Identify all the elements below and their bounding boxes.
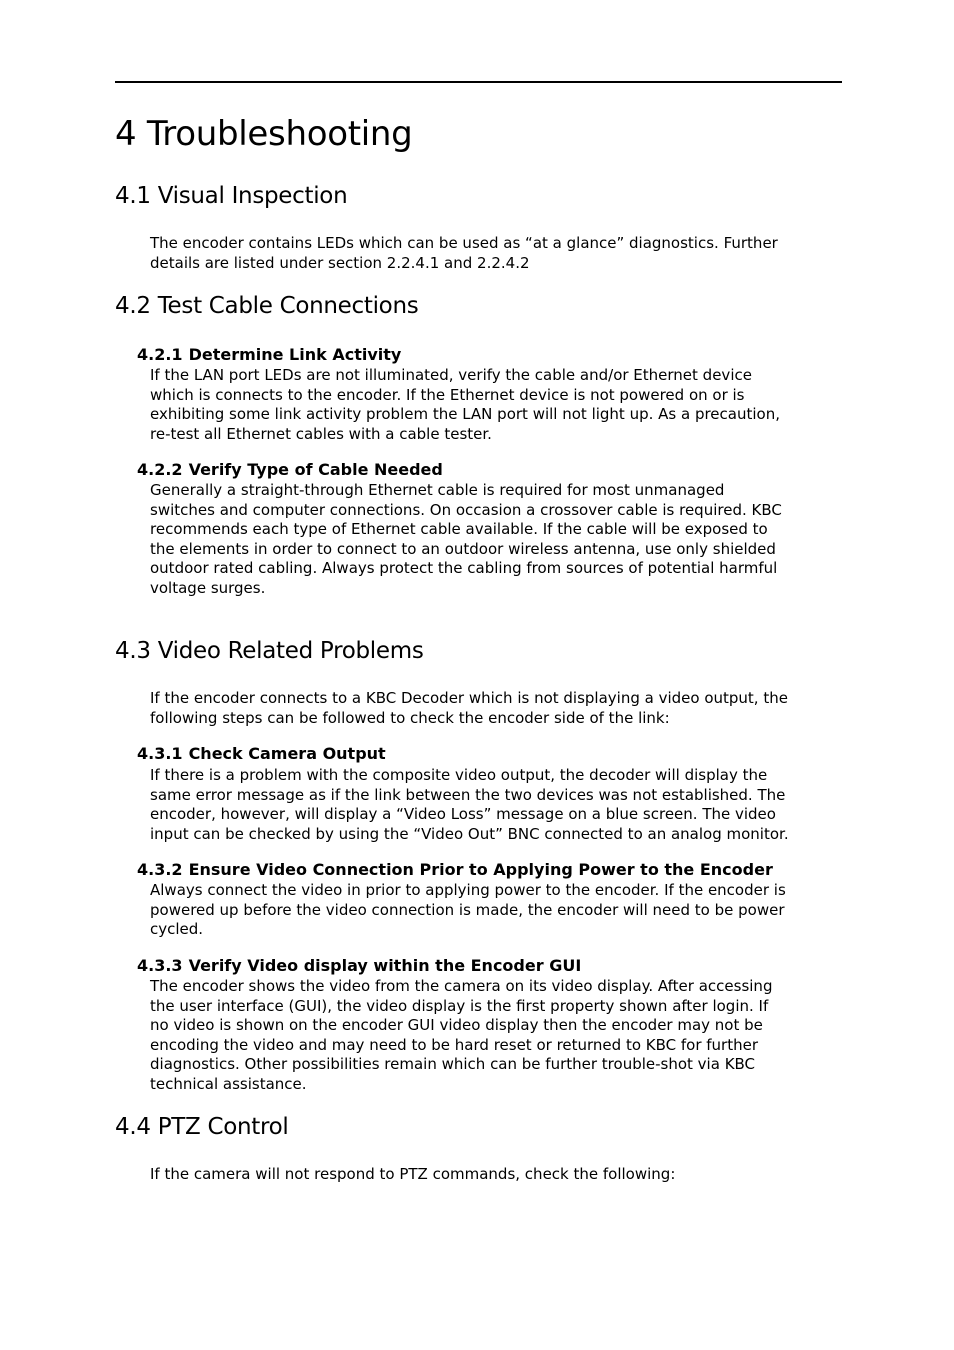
paragraph-line: the user interface (GUI), the video display is the first property shown after login. If — [150, 996, 769, 1015]
paragraph-line: encoder, however, will display a “Video Loss” message on a blue screen. The video — [150, 805, 776, 824]
subsection-title: Verify Type of Cable Needed — [188, 460, 443, 479]
paragraph-line: Generally a straight-through Ethernet cable is required for most unmanaged — [150, 481, 725, 499]
subsection-number: 4.2.1 — [137, 345, 183, 364]
subsection-heading-ensure-video-connection — [137, 860, 773, 880]
paragraph-line: which is connects to the encoder. If the Ethernet device is not powered on or is — [150, 385, 745, 404]
subsection-number: 4.3.1 — [137, 744, 183, 763]
subsection-title: Determine Link Activity — [188, 345, 402, 364]
subsection-title: Verify Video display within the Encoder GUI — [188, 956, 582, 975]
paragraph-line: If there is a problem with the composite video output, the decoder will display the — [150, 766, 768, 784]
paragraph-line: If the encoder connects to a KBC Decoder which is not displaying a video output, the — [150, 689, 788, 707]
chapter-title: 4 Troubleshooting — [115, 114, 413, 154]
paragraph-line: If the LAN port LEDs are not illuminated, verify the cable and/or Ethernet device — [150, 366, 752, 384]
subsection-number: 4.2.2 — [137, 460, 183, 479]
paragraph-line: Always connect the video in prior to applying power to the encoder. If the encoder is — [150, 881, 786, 899]
subsection-heading-verify-type-of-cable — [137, 460, 443, 480]
subsection-number: 4.3.2 — [137, 860, 183, 879]
section-heading-visual-inspection: 4.1 Visual Inspection — [115, 183, 348, 209]
paragraph-line: outdoor rated cabling. Always protect the cabling from sources of potential harmful — [150, 559, 778, 578]
paragraph-line: encoding the video and may need to be hard reset or returned to KBC for further — [150, 1035, 759, 1054]
header-rule — [115, 81, 842, 83]
paragraph-determine-link-activity — [150, 366, 850, 444]
paragraph-verify-video-display — [150, 977, 850, 1095]
paragraph-line: technical assistance. — [150, 1074, 307, 1093]
subsection-heading-check-camera-output — [137, 744, 386, 764]
paragraph-line: no video is shown on the encoder GUI video display then the encoder may not be — [150, 1016, 763, 1035]
paragraph-line: exhibiting some link activity problem the LAN port will not light up. As a precaution, — [150, 405, 780, 424]
section-intro-visual-inspection — [150, 234, 850, 273]
paragraph-line: The encoder shows the video from the camera on its video display. After accessing — [150, 977, 773, 995]
subsection-number: 4.3.3 — [137, 956, 183, 975]
paragraph-line: cycled. — [150, 920, 204, 939]
paragraph-ensure-video-connection — [150, 881, 850, 940]
subsection-title: Check Camera Output — [188, 744, 386, 763]
section-heading-test-cable-connections: 4.2 Test Cable Connections — [115, 293, 419, 319]
paragraph-line: the elements in order to connect to an outdoor wireless antenna, use only shielded — [150, 539, 776, 558]
paragraph-line: switches and computer connections. On occasion a crossover cable is required. KBC — [150, 500, 782, 519]
paragraph-line: recommends each type of Ethernet cable available. If the cable will be exposed to — [150, 520, 768, 539]
paragraph-line: voltage surges. — [150, 578, 266, 597]
paragraph-line: details are listed under section 2.2.4.1 and 2.2.4.2 — [150, 253, 530, 272]
section-heading-ptz-control: 4.4 PTZ Control — [115, 1114, 289, 1140]
subsection-title: Ensure Video Connection Prior to Applying Power to the Encoder — [188, 860, 773, 879]
paragraph-line: following steps can be followed to check the encoder side of the link: — [150, 708, 670, 727]
paragraph-check-camera-output — [150, 766, 850, 844]
paragraph-line: input can be checked by using the “Video Out” BNC connected to an analog monitor. — [150, 824, 789, 843]
subsection-heading-determine-link-activity — [137, 345, 401, 365]
paragraph-verify-type-of-cable — [150, 481, 850, 599]
paragraph-line: If the camera will not respond to PTZ commands, check the following: — [150, 1165, 676, 1183]
section-intro-video-related-problems — [150, 689, 850, 728]
paragraph-line: The encoder contains LEDs which can be used as “at a glance” diagnostics. Further — [150, 234, 778, 252]
paragraph-line: diagnostics. Other possibilities remain which can be further trouble-shot via KBC — [150, 1055, 756, 1074]
section-intro-ptz-control — [150, 1165, 850, 1185]
paragraph-line: re-test all Ethernet cables with a cable tester. — [150, 424, 492, 443]
paragraph-line: powered up before the video connection is made, the encoder will need to be power — [150, 900, 785, 919]
paragraph-line: same error message as if the link between the two devices was not established. The — [150, 785, 786, 804]
section-heading-video-related-problems: 4.3 Video Related Problems — [115, 638, 424, 664]
subsection-heading-verify-video-display — [137, 956, 581, 976]
